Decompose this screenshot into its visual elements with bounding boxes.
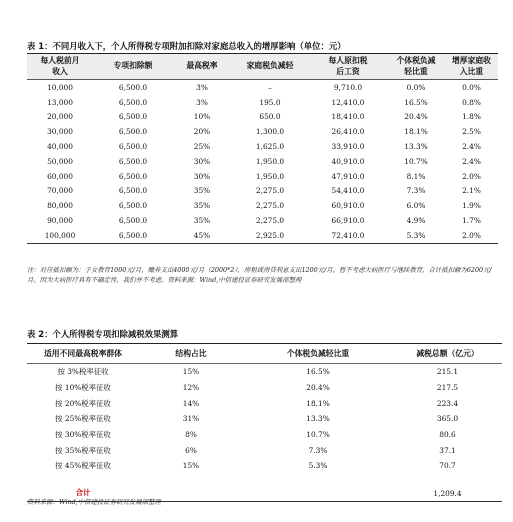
table-cell: 90,000 (47, 216, 73, 226)
table-row (27, 442, 502, 458)
table2 (27, 343, 502, 502)
table-cell: 按 20%税率征收 (55, 398, 111, 408)
table-cell: 2,275.0 (255, 186, 285, 196)
table-cell: 215.1 (436, 367, 459, 377)
table-cell: 6,500.0 (118, 97, 148, 107)
table-cell: 2.0% (462, 171, 481, 181)
table-cell: 2.0% (445, 228, 498, 243)
table-cell: 16.5% (404, 97, 428, 107)
table-cell: 2,275.0 (255, 216, 285, 226)
table-cell: 650.0 (259, 112, 281, 122)
table-cell: 20.4% (404, 112, 428, 122)
table1-header-row (27, 54, 498, 80)
table-cell: 35% (193, 186, 211, 196)
table-cell: 8% (185, 430, 197, 440)
table-row (27, 110, 498, 125)
table-cell: 10.7% (306, 430, 330, 440)
table-cell: 1.8% (462, 112, 481, 122)
table-cell: 8.1% (406, 171, 426, 181)
table2-header-cell: 个体税负减轻比重 (243, 344, 393, 364)
table-cell: 30% (193, 156, 211, 166)
table-cell: 13.3% (306, 414, 330, 424)
table-cell: 6,500.0 (118, 216, 148, 226)
table-cell: 30% (193, 171, 211, 181)
table-cell: 20.4% (306, 383, 330, 393)
table-cell: 30,000 (47, 127, 73, 137)
table1-header-cell: 家庭税负减轻 (231, 54, 309, 80)
table-cell: 33,910.0 (331, 142, 365, 152)
table-row (27, 95, 498, 110)
table-cell: 6,500.0 (118, 142, 148, 152)
table-row (27, 458, 502, 474)
table2-header-row (27, 344, 502, 364)
table-cell: 35% (193, 201, 211, 211)
table-cell: 9,710.0 (333, 82, 363, 92)
table-cell: 37.1 (439, 445, 456, 455)
table-cell: 3% (196, 82, 208, 92)
table-row (27, 411, 502, 427)
table-cell: 6% (185, 445, 197, 455)
table1-title: 表 1：不同月收入下，个人所得税专项附加扣除对家庭总收入的增厚影响（单位：元） (27, 41, 346, 51)
table-cell: 0.0% (406, 82, 426, 92)
table2-header-cell: 适用不同最高税率群体 (27, 344, 139, 364)
table-cell: 1,625.0 (255, 142, 285, 152)
table-cell: 40,910.0 (331, 156, 365, 166)
total-label: 合计 (27, 474, 139, 502)
table-cell: 按 25%税率征收 (55, 414, 111, 424)
table2-source: 资料来源：Wind,中信建投证券研究发展部整理 (27, 498, 161, 506)
table-cell: 15% (182, 461, 200, 471)
table-cell: 10.7% (404, 156, 428, 166)
table-cell: 7.3% (308, 445, 328, 455)
table-row (27, 80, 498, 95)
table-cell: 195.0 (259, 97, 281, 107)
table-cell: 100,000 (27, 228, 93, 243)
table-cell: 2,275.0 (255, 201, 285, 211)
table-cell: 6,500.0 (118, 82, 148, 92)
table-cell: 31% (182, 414, 200, 424)
table-row (27, 213, 498, 228)
table-cell: 18.1% (404, 127, 428, 137)
table-cell: 按 35%税率征收 (55, 445, 111, 455)
table2-title: 表 2：个人所得税专项扣除减税效果测算 (27, 329, 179, 339)
table-row (27, 427, 502, 443)
table-cell: 12,410.0 (331, 97, 365, 107)
table1-header-cell: 专项扣除额 (93, 54, 173, 80)
table1-header-cell: 增厚家庭收 入比重 (445, 54, 498, 80)
table1-header-cell: 每人原扣税 后工资 (309, 54, 387, 80)
table-cell: 47,910.0 (331, 171, 365, 181)
table-cell: 按 10%税率征收 (55, 383, 111, 393)
table-cell: 4.9% (406, 216, 426, 226)
table-cell: 0.8% (462, 97, 481, 107)
table1-header-cell: 个体税负减 轻比重 (387, 54, 445, 80)
table-row (27, 139, 498, 154)
table-cell: 1.9% (462, 201, 481, 211)
table-cell: 2.1% (462, 186, 481, 196)
table-cell: 25% (193, 142, 211, 152)
table-cell: – (268, 82, 272, 92)
table-cell: 50,000 (47, 156, 73, 166)
table-cell: 2.5% (462, 127, 481, 137)
table-row (27, 154, 498, 169)
table1-header-cell: 最高税率 (173, 54, 231, 80)
table2-header-cell: 减税总额（亿元） (393, 344, 502, 364)
total-value: 1,209.4 (393, 474, 502, 502)
table-cell: 10% (193, 112, 211, 122)
table-cell: 3% (196, 97, 208, 107)
table-cell: 2.4% (462, 156, 481, 166)
table-cell: 80.6 (439, 430, 456, 440)
table-cell: 6,500.0 (118, 171, 148, 181)
table-cell: 18.1% (306, 398, 330, 408)
table-cell: 40,000 (47, 142, 73, 152)
table-row (27, 169, 498, 184)
table1-note: 注：对应抵扣额为：子女教育1000元/月，赡养支出4000元/月（2000*2），房租或房贷利息支出1200元/月。暂不考虑大病医疗与继续教育，合计抵扣额为6200元/月。因为大病医疗具有不确定性，我们并不考虑。资料来源：Wind,中信建投证券研究发展部整理 (27, 266, 492, 284)
table-cell: 70,000 (47, 186, 73, 196)
table-cell: 80,000 (47, 201, 73, 211)
table-cell: 13.3% (404, 142, 428, 152)
table-cell: 6,500.0 (118, 112, 148, 122)
table-cell: 6,500.0 (118, 127, 148, 137)
table-cell: 2,925.0 (231, 228, 309, 243)
table-cell: 14% (182, 398, 200, 408)
table-cell: 13,000 (47, 97, 73, 107)
table-cell: 7.3% (406, 186, 426, 196)
table-cell: 26,410.0 (331, 127, 365, 137)
table-cell: 18,410.0 (331, 112, 365, 122)
table-cell: 54,410.0 (331, 186, 365, 196)
table-cell: 70.7 (439, 461, 456, 471)
table-cell: 16.5% (306, 367, 330, 377)
table-row (27, 395, 502, 411)
table-row (27, 380, 502, 396)
table-cell: 2.4% (462, 142, 481, 152)
table1 (27, 53, 498, 244)
table-cell: 6.0% (406, 201, 426, 211)
table-cell: 5.3% (308, 461, 328, 471)
table-cell: 按 30%税率征收 (55, 430, 111, 440)
table-cell: 365.0 (436, 414, 459, 424)
table-row (27, 198, 498, 213)
table-cell: 66,910.0 (331, 216, 365, 226)
table-cell: 60,910.0 (331, 201, 365, 211)
table1-header-cell: 每人税前月 收入 (27, 54, 93, 80)
table-cell: 5.3% (387, 228, 445, 243)
table2-header-cell: 结构占比 (139, 344, 243, 364)
table-cell: 15% (182, 367, 200, 377)
table-cell: 72,410.0 (309, 228, 387, 243)
table-cell: 1,950.0 (255, 156, 285, 166)
table-cell: 1,950.0 (255, 171, 285, 181)
table-cell: 6,500.0 (118, 201, 148, 211)
table-cell: 6,500.0 (118, 186, 148, 196)
table-cell: 45% (173, 228, 231, 243)
table-cell: 12% (182, 383, 200, 393)
table-cell: 6,500.0 (118, 156, 148, 166)
table-cell: 35% (193, 216, 211, 226)
table-cell: 217.5 (436, 383, 459, 393)
table-cell: 按 3%税率征收 (57, 367, 109, 377)
table-cell: 60,000 (47, 171, 73, 181)
table-row (27, 184, 498, 199)
table-cell: 10,000 (47, 82, 73, 92)
table-cell: 1,300.0 (255, 127, 285, 137)
table-row (27, 228, 498, 243)
table-cell: 按 45%税率征收 (55, 461, 111, 471)
table-cell: 223.4 (436, 398, 459, 408)
table-cell: 20% (193, 127, 211, 137)
table-cell: 20,000 (47, 112, 73, 122)
table-cell: 1.7% (462, 216, 481, 226)
table-cell: 6,500.0 (93, 228, 173, 243)
table-cell: 0.0% (462, 82, 481, 92)
table-row (27, 364, 502, 380)
table-row (27, 124, 498, 139)
